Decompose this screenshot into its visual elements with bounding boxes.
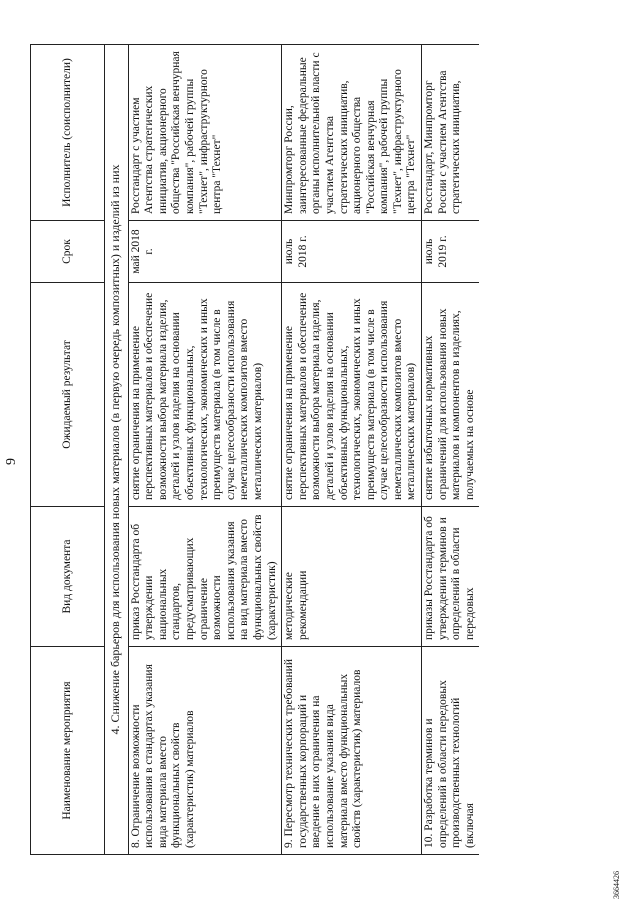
row-deadline: май 2018 г.	[128, 221, 282, 283]
table-row	[422, 45, 480, 855]
page-number: 9	[4, 458, 19, 465]
row-executor: Росстандарт, Минпромторг России с участием Агентства стратегических инициатив,	[422, 45, 480, 221]
row-expected-result: снятие избыточных нормативных ограничений для использования новых материалов и компонентов в изделиях, получаемых на основе	[422, 283, 480, 507]
section-title: 4. Снижение барьеров для использования новых материалов (в первую очередь композитных) и изделий из них	[105, 45, 129, 855]
table-header-row	[31, 45, 105, 855]
row-deadline: июль 2019 г.	[422, 221, 480, 283]
action-plan-table	[30, 44, 479, 855]
header-deadline: Срок	[31, 221, 105, 283]
header-event-name: Наименование мероприятия	[31, 647, 105, 855]
row-executor: Росстандарт с участием Агентства стратегических инициатив, акционерного общества "Российская венчурная компания", рабочей группы "Технет", инфраструктурного центра "Технет"	[128, 45, 282, 221]
row-expected-result: снятие ограничения на применение перспективных материалов и обеспечение возможности выбора материала изделия, деталей и узлов изделия на основании объективных функциональных, технологических, экономических и иных преимуществ материала (в том числе в случае целесообразности использования неметаллических композитов вместо металлических материалов)	[282, 283, 422, 507]
header-expected-result: Ожидаемый результат	[31, 283, 105, 507]
row-event-name: 10. Разработка терминов и определений в области передовых производственных технологий (включая	[422, 647, 480, 855]
row-document-type: приказы Росстандарта об утверждении терминов и определений в области передовых	[422, 507, 480, 647]
table-row	[128, 45, 282, 855]
document-id: 3664426	[612, 871, 621, 899]
row-document-type: приказ Росстандарта об утверждении национальных стандартов, предусматривающих ограничение возможности использования указания на вид материала вместо функциональных свойств (характеристик)	[128, 507, 282, 647]
row-expected-result: снятие ограничения на применение перспективных материалов и обеспечение возможности выбора материала изделия, деталей и узлов изделия на основании объективных функциональных, технологических, экономических и иных преимуществ материала (в том числе в случае целесообразности использования неметаллических композитов вместо металлических материалов)	[128, 283, 282, 507]
row-document-type: методические рекомендации	[282, 507, 422, 647]
header-executor: Исполнитель (соисполнители)	[31, 45, 105, 221]
row-deadline: июль 2018 г.	[282, 221, 422, 283]
row-event-name: 9. Пересмотр технических требований государственных корпораций и введение в них ограничения на использование указания вида материала вместо функциональных свойств (характеристик) материалов	[282, 647, 422, 855]
table-row	[282, 45, 422, 855]
row-executor: Минпромторг России, заинтересованные федеральные органы исполнительной власти с участием Агентства стратегических инициатив, акционерного общества "Российская венчурная компания", рабочей группы "Технет", инфраструктурного центра "Технет"	[282, 45, 422, 221]
section-row	[105, 45, 129, 855]
header-document-type: Вид документа	[31, 507, 105, 647]
row-event-name: 8. Ограничение возможности использования в стандартах указания вида материала вместо функциональных свойств (характеристик) материалов	[128, 647, 282, 855]
